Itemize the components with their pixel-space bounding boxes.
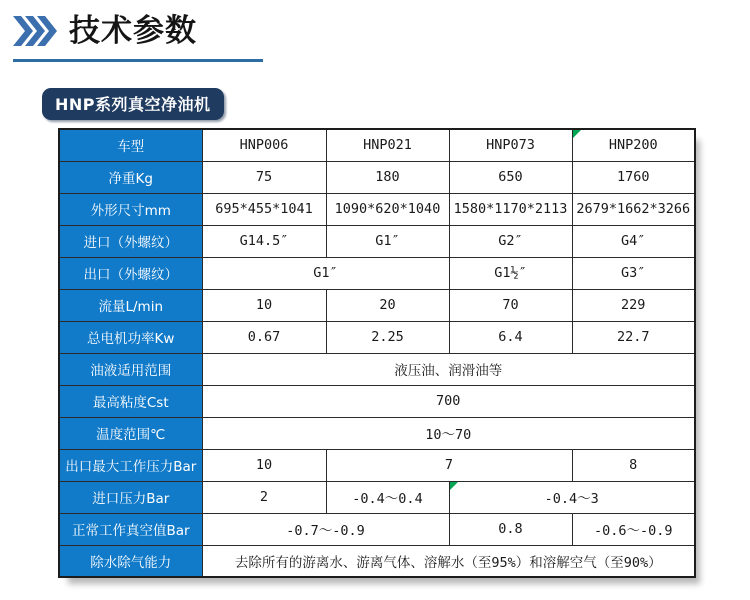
row-label: 外形尺寸mm (59, 193, 202, 225)
spec-table-body (59, 129, 695, 577)
spec-value-cell: 22.7 (572, 321, 695, 353)
spec-value-cell: G1″ (326, 225, 449, 257)
table-row (59, 225, 695, 257)
spec-value-cell: HNP021 (326, 129, 449, 161)
spec-value-cell: 1090*620*1040 (326, 193, 449, 225)
row-label: 温度范围℃ (59, 417, 202, 449)
table-row (59, 321, 695, 353)
table-row (59, 417, 695, 449)
row-label: 除水除气能力 (59, 545, 202, 577)
page-title: 技术参数 (69, 13, 197, 49)
spec-value-cell: HNP073 (449, 129, 572, 161)
spec-value-cell: 180 (326, 161, 449, 193)
spec-value-cell: G3″ (572, 257, 695, 289)
table-row (59, 513, 695, 545)
spec-value-cell: 10 (202, 289, 326, 321)
spec-value-cell: 6.4 (449, 321, 572, 353)
spec-value-cell: 20 (326, 289, 449, 321)
spec-value-cell-flagged: -0.4～3 (449, 481, 695, 513)
table-row (59, 289, 695, 321)
table-row (59, 449, 695, 481)
table-row (59, 161, 695, 193)
spec-value-cell: 10～70 (202, 417, 695, 449)
spec-value-cell: 700 (202, 385, 695, 417)
spec-value-cell: 229 (572, 289, 695, 321)
spec-value-cell: 2.25 (326, 321, 449, 353)
spec-value-cell: 液压油、润滑油等 (202, 353, 695, 385)
spec-value-cell: 2 (202, 481, 326, 513)
table-row (59, 129, 695, 161)
spec-value-cell: 1760 (572, 161, 695, 193)
spec-value-cell: 650 (449, 161, 572, 193)
spec-value-cell: 2679*1662*3266 (572, 193, 695, 225)
spec-value-cell: G1″ (202, 257, 449, 289)
spec-value-cell: 75 (202, 161, 326, 193)
title-underline (13, 59, 263, 62)
spec-value-cell: 10 (202, 449, 326, 481)
spec-value-cell: 0.67 (202, 321, 326, 353)
spec-value-cell-flagged: HNP200 (572, 129, 695, 161)
row-label: 出口（外螺纹） (59, 257, 202, 289)
row-label: 总电机功率Kw (59, 321, 202, 353)
spec-value-cell: G1½″ (449, 257, 572, 289)
spec-table (58, 128, 696, 578)
series-badge: HNP系列真空净油机 (42, 88, 224, 120)
spec-value-cell: 695*455*1041 (202, 193, 326, 225)
spec-value-cell: 7 (326, 449, 572, 481)
table-row (59, 353, 695, 385)
section-header (13, 12, 263, 62)
row-label: 正常工作真空值Bar (59, 513, 202, 545)
table-row (59, 193, 695, 225)
spec-value-cell: -0.4～0.4 (326, 481, 449, 513)
row-label: 进口压力Bar (59, 481, 202, 513)
row-label: 进口（外螺纹） (59, 225, 202, 257)
spec-value-cell: G2″ (449, 225, 572, 257)
row-label: 最高粘度Cst (59, 385, 202, 417)
spec-value-cell: G4″ (572, 225, 695, 257)
spec-value-cell: -0.6～-0.9 (572, 513, 695, 545)
spec-value-cell: 0.8 (449, 513, 572, 545)
spec-value-cell: G14.5″ (202, 225, 326, 257)
spec-value-cell: -0.7～-0.9 (202, 513, 449, 545)
chevrons-right-icon (13, 16, 57, 46)
row-label: 净重Kg (59, 161, 202, 193)
row-label: 流量L/min (59, 289, 202, 321)
table-row (59, 257, 695, 289)
spec-value-cell: HNP006 (202, 129, 326, 161)
spec-value-cell: 1580*1170*2113 (449, 193, 572, 225)
row-label: 油液适用范围 (59, 353, 202, 385)
table-row (59, 545, 695, 577)
spec-value-cell: 70 (449, 289, 572, 321)
table-row (59, 385, 695, 417)
table-row (59, 481, 695, 513)
row-label: 车型 (59, 129, 202, 161)
spec-value-cell: 8 (572, 449, 695, 481)
spec-value-cell: 去除所有的游离水、游离气体、溶解水（至95%）和溶解空气（至90%） (202, 545, 695, 577)
row-label: 出口最大工作压力Bar (59, 449, 202, 481)
